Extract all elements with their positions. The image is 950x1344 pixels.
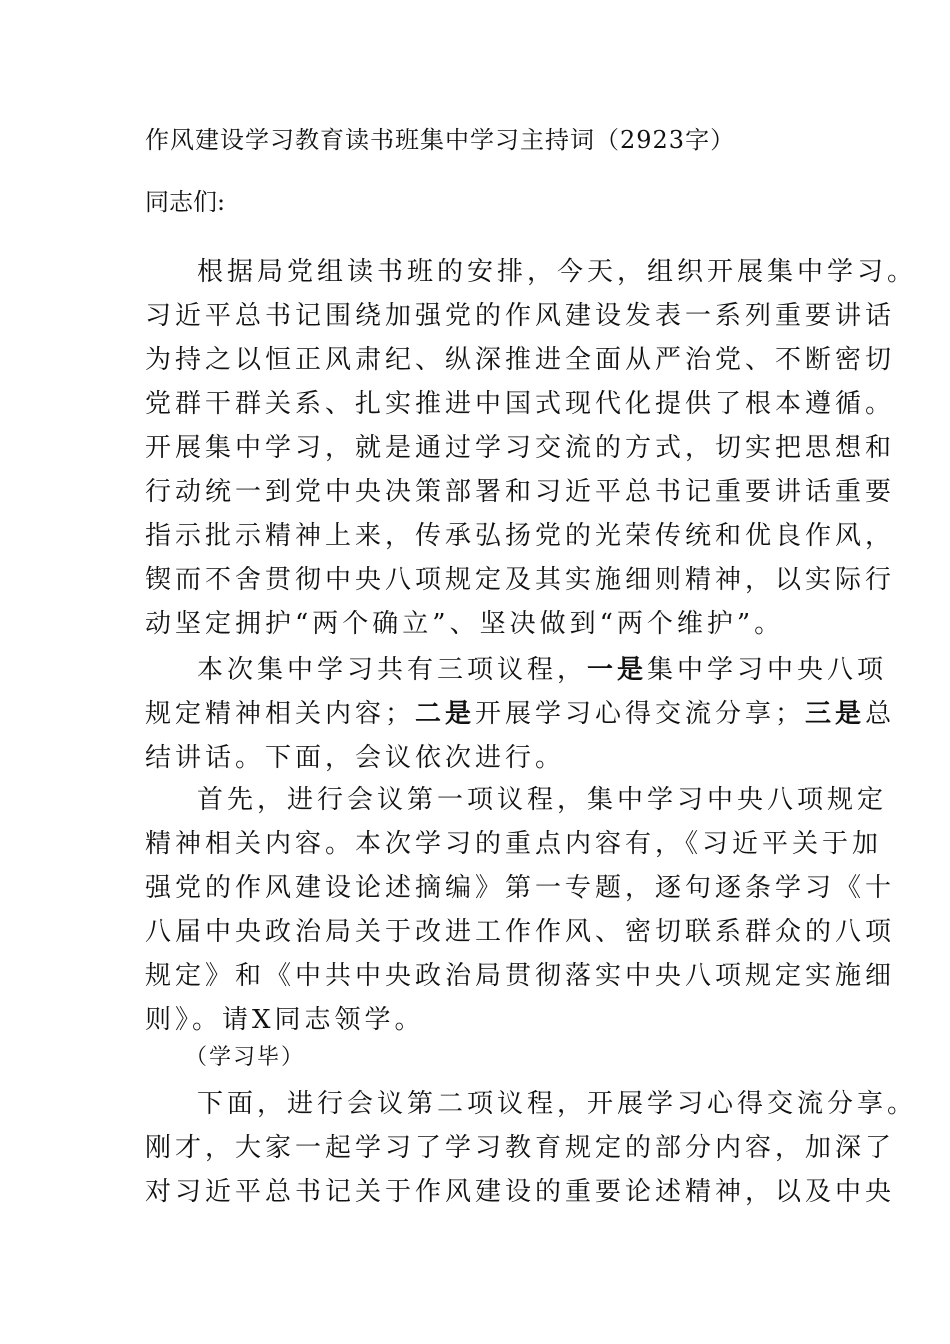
text-segment: 开展学习心得交流分享； <box>475 699 806 729</box>
paragraph-line: 锲而不舍贯彻中央八项规定及其实施细则精神，以实际行 <box>145 565 896 595</box>
paragraph-agenda <box>145 648 896 780</box>
paragraph-line <box>145 692 896 736</box>
paragraph-line <box>145 648 888 692</box>
document-title: 作风建设学习教育读书班集中学习主持词（2923字） <box>145 126 736 154</box>
paragraph-line: 党群干群关系、扎实推进中国式现代化提供了根本遵循。 <box>145 389 896 419</box>
agenda-item-2-label: 二是 <box>415 699 476 729</box>
agenda-item-3-label: 三是 <box>805 699 866 729</box>
paragraph-line: 刚才，大家一起学习了学习教育规定的部分内容，加深了 <box>145 1133 896 1163</box>
paragraph-line: 则》。请X同志领学。 <box>145 1005 425 1035</box>
paragraph-line: 习近平总书记围绕加强党的作风建设发表一系列重要讲话 <box>145 301 896 331</box>
paragraph-line: 动坚定拥护“两个确立”、坚决做到“两个维护”。 <box>145 609 785 639</box>
paragraph-line: 精神相关内容。本次学习的重点内容有，《习近平关于加 <box>145 829 883 859</box>
paragraph-line: 开展集中学习，就是通过学习交流的方式，切实把思想和 <box>145 433 896 463</box>
agenda-item-1-label: 一是 <box>587 655 648 685</box>
paragraph-opening <box>145 250 918 646</box>
paragraph-line: 强党的作风建设论述摘编》第一专题，逐句逐条学习《十 <box>145 873 896 903</box>
paragraph-second-agenda <box>145 1082 918 1214</box>
paragraph-line: 八届中央政治局关于改进工作作风、密切联系群众的八项 <box>145 917 896 947</box>
paragraph-line: 为持之以恒正风肃纪、纵深推进全面从严治党、不断密切 <box>145 345 896 375</box>
salutation: 同志们: <box>145 188 226 216</box>
paragraph-line: 行动统一到党中央决策部署和习近平总书记重要讲话重要 <box>145 477 896 507</box>
paragraph-line: 结讲话。下面，会议依次进行。 <box>145 743 566 773</box>
text-segment: 总 <box>865 699 896 729</box>
study-complete-note: （学习毕） <box>185 1045 306 1070</box>
paragraph-line: 指示批示精神上来，传承弘扬党的光荣传统和优良作风， <box>145 521 896 551</box>
paragraph-line: 下面，进行会议第二项议程，开展学习心得交流分享。 <box>197 1089 918 1119</box>
paragraph-line: 首先，进行会议第一项议程，集中学习中央八项规定 <box>197 785 888 815</box>
paragraph-line: 对习近平总书记关于作风建设的重要论述精神，以及中央 <box>145 1177 896 1207</box>
paragraph-line: 根据局党组读书班的安排，今天，组织开展集中学习。 <box>197 257 918 287</box>
paragraph-first-agenda <box>145 778 896 1042</box>
text-segment: 集中学习中央八项 <box>647 655 888 685</box>
text-segment: 本次集中学习共有三项议程， <box>197 655 588 685</box>
paragraph-line: 规定》和《中共中央政治局贯彻落实中央八项规定实施细 <box>145 961 896 991</box>
text-segment: 规定精神相关内容； <box>145 699 416 729</box>
